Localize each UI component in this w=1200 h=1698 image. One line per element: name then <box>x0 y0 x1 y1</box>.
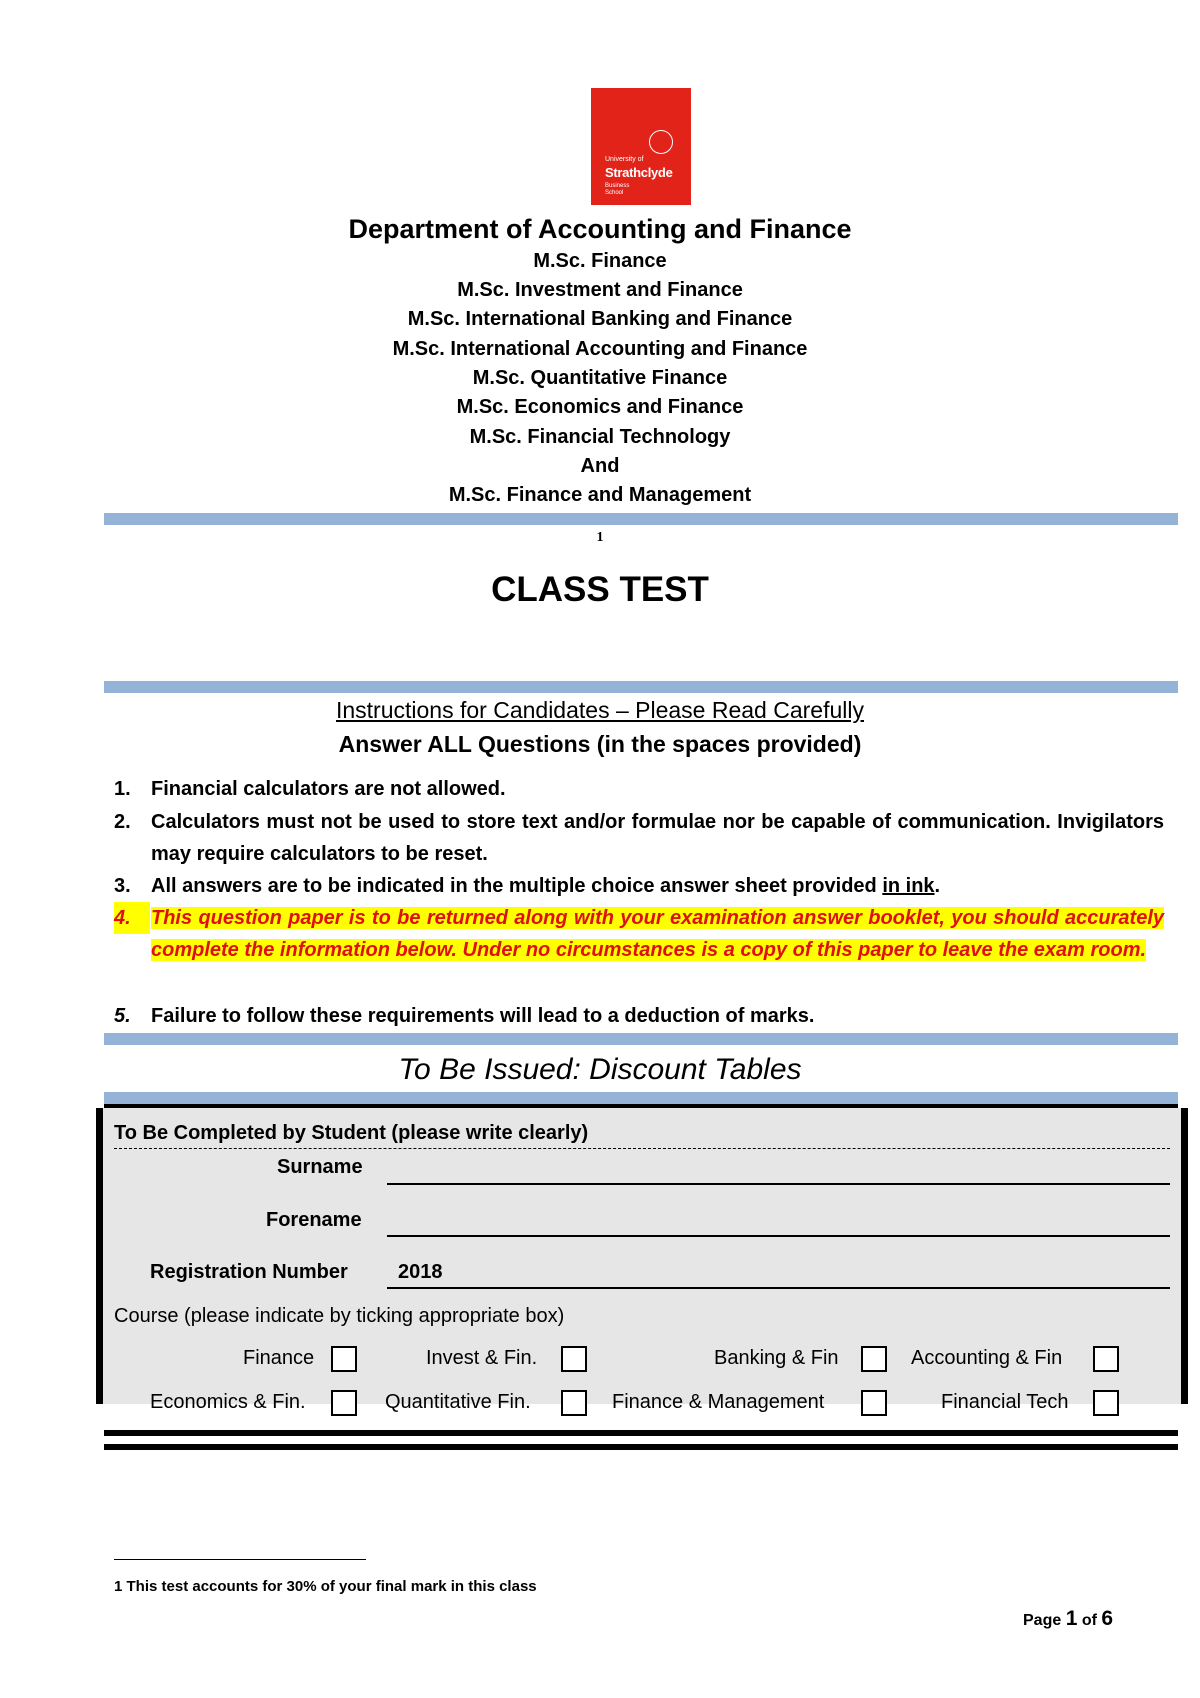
footnote-rule <box>114 1559 366 1560</box>
registration-field[interactable] <box>387 1287 1170 1289</box>
course-checkbox-quantitative[interactable] <box>561 1390 587 1416</box>
crest-icon <box>649 130 673 154</box>
surname-field[interactable] <box>387 1183 1170 1185</box>
divider <box>104 513 1178 525</box>
course-label-banking: Banking & Fin <box>714 1347 839 1369</box>
course-label-finance: Finance <box>243 1347 315 1369</box>
programme-and: And <box>580 455 620 477</box>
course-label-finance-management: Finance & Management <box>612 1391 825 1413</box>
logo-line-1: University of <box>605 156 644 163</box>
department-title: Department of Accounting and Finance <box>348 214 852 244</box>
course-checkbox-finance-management[interactable] <box>861 1390 887 1416</box>
course-checkbox-fintech[interactable] <box>1093 1390 1119 1416</box>
programme-line: M.Sc. Finance and Management <box>448 484 752 506</box>
logo-line-2: Strathclyde <box>605 165 673 180</box>
form-heading-rule <box>114 1148 1170 1149</box>
surname-label: Surname <box>277 1156 363 1178</box>
footnote-reference: 1 <box>596 530 604 545</box>
programme-line: M.Sc. Economics and Finance <box>456 396 744 418</box>
divider <box>104 1092 1178 1104</box>
registration-value: 2018 <box>398 1261 443 1283</box>
course-label-quantitative: Quantitative Fin. <box>385 1391 531 1413</box>
course-checkbox-invest[interactable] <box>561 1346 587 1372</box>
instruction-item: 2. Calculators must not be used to store text and/or formulae nor be capable of communication. Invigilators may require calculators to be reset. <box>114 811 1164 865</box>
programme-line: M.Sc. International Accounting and Finance <box>392 338 808 360</box>
form-bottom-border <box>104 1430 1178 1436</box>
course-checkbox-banking[interactable] <box>861 1346 887 1372</box>
registration-label: Registration Number <box>150 1261 348 1283</box>
forename-field[interactable] <box>387 1235 1170 1237</box>
course-checkbox-accounting[interactable] <box>1093 1346 1119 1372</box>
logo-line-3: Business School <box>605 183 630 196</box>
instructions-subheading: Answer ALL Questions (in the spaces provided) <box>338 731 862 757</box>
divider <box>104 1033 1178 1045</box>
course-checkbox-economics[interactable] <box>331 1390 357 1416</box>
footnote-text: 1 This test accounts for 30% of your final mark in this class <box>114 1578 537 1595</box>
page-number: Page 1 of 6 <box>1023 1607 1114 1630</box>
university-logo <box>591 88 691 205</box>
instruction-item: 3. All answers are to be indicated in the multiple choice answer sheet provided in ink. <box>114 875 941 897</box>
divider <box>104 681 1178 693</box>
instruction-item-highlighted: 4. This question paper is to be returned along with your examination answer booklet, you should accurately complete the information below. Under no circumstances is a copy of this paper to leave the exam room. <box>114 902 1164 966</box>
form-bottom-border <box>104 1444 1178 1450</box>
programme-line: M.Sc. Quantitative Finance <box>472 367 728 389</box>
course-checkbox-finance[interactable] <box>331 1346 357 1372</box>
course-label-fintech: Financial Tech <box>941 1391 1069 1413</box>
course-label-economics: Economics & Fin. <box>150 1391 306 1413</box>
course-label-invest: Invest & Fin. <box>426 1347 538 1369</box>
issued-materials: To Be Issued: Discount Tables <box>398 1053 802 1086</box>
course-label-accounting: Accounting & Fin <box>911 1347 1063 1369</box>
programme-line: M.Sc. Finance <box>533 250 667 272</box>
programme-line: M.Sc. Financial Technology <box>469 426 731 448</box>
form-heading: To Be Completed by Student (please write clearly) <box>114 1122 589 1144</box>
instructions-heading: Instructions for Candidates – Please Read Carefully <box>335 697 864 723</box>
forename-label: Forename <box>266 1209 362 1231</box>
programme-line: M.Sc. Investment and Finance <box>457 279 743 301</box>
page-title: CLASS TEST <box>491 570 709 609</box>
instruction-item: 5. Failure to follow these requirements will lead to a deduction of marks. <box>114 1005 815 1027</box>
programme-line: M.Sc. International Banking and Finance <box>407 308 793 330</box>
course-prompt: Course (please indicate by ticking appropriate box) <box>114 1305 565 1327</box>
instruction-item: 1. Financial calculators are not allowed. <box>114 778 506 800</box>
